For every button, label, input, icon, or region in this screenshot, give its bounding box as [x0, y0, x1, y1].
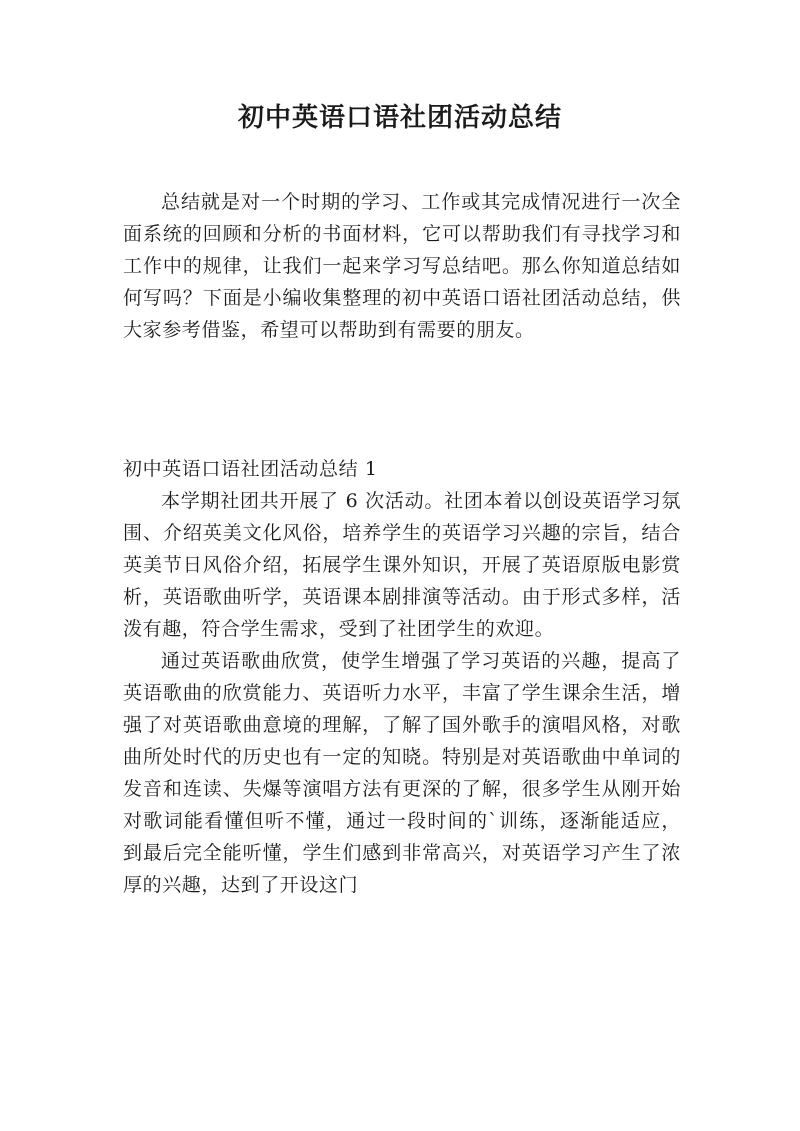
intro-paragraph: 总结就是对一个时期的学习、工作或其完成情况进行一次全面系统的回顾和分析的书面材料，它可以帮助我们有寻找学习和工作中的规律，让我们一起来学习写总结吧。那么你知道总结如何写吗？下面是小编收集整理的初中英语口语社团活动总结，供大家参考借鉴，希望可以帮助到有需要的朋友。 — [123, 191, 681, 341]
section-body — [123, 485, 681, 901]
section-heading: 初中英语口语社团活动总结 1 — [123, 458, 378, 480]
body-paragraph-1: 本学期社团共开展了 6 次活动。社团本着以创设英语学习氛围、介绍英美文化风俗，培养学生的英语学习兴趣的宗旨，结合英美节日风俗介绍，拓展学生课外知识，开展了英语原版电影赏析，英语歌曲听学，英语课本剧排演等活动。由于形式多样，活泼有趣，符合学生需求，受到了社团学生的欢迎。 — [123, 490, 681, 640]
body-paragraph-2: 通过英语歌曲欣赏，使学生增强了学习英语的兴趣，提高了英语歌曲的欣赏能力、英语听力水平，丰富了学生课余生活，增强了对英语歌曲意境的理解，了解了国外歌手的演唱风格，对歌曲所处时代的历史也有一定的知晓。特别是对英语歌曲中单词的发音和连读、失爆等演唱方法有更深的了解，很多学生从刚开始对歌词能看懂但听不懂，通过一段时间的`训练，逐渐能适应，到最后完全能听懂，学生们感到非常高兴，对英语学习产生了浓厚的兴趣，达到了开设这门 — [123, 650, 681, 896]
document-title: 初中英语口语社团活动总结 — [237, 103, 562, 133]
intro-section — [123, 186, 681, 346]
